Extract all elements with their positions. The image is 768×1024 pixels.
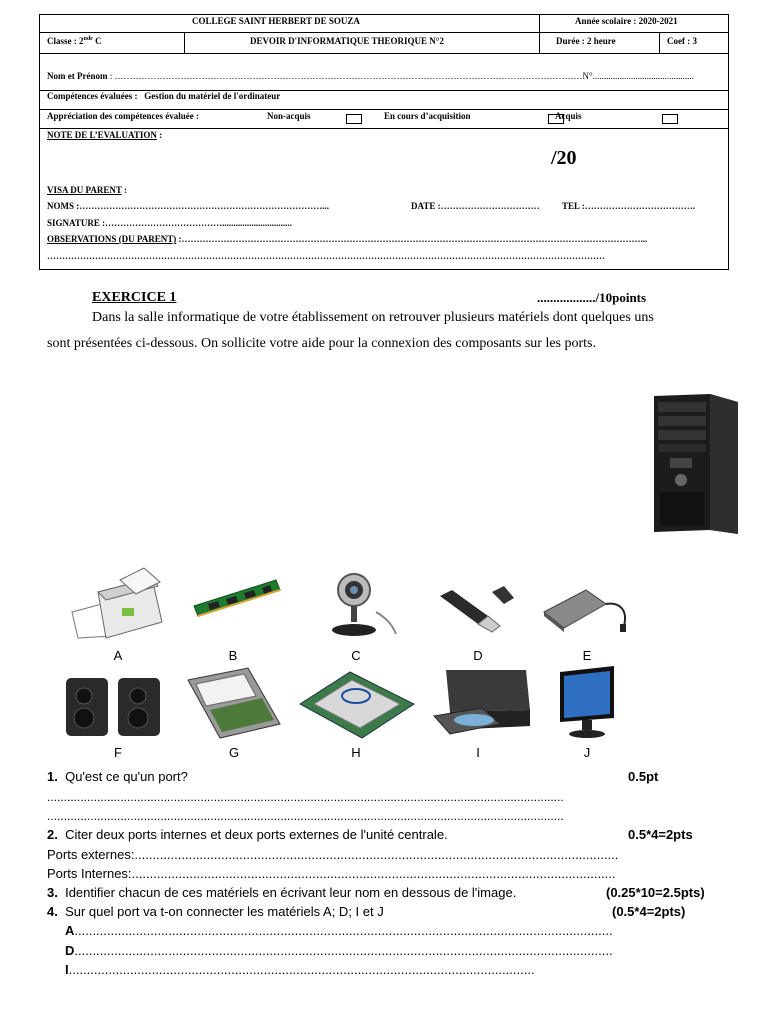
question-1-points: 0.5pt (628, 769, 659, 784)
header-box (39, 14, 729, 270)
image-label-i: I (476, 745, 480, 760)
duree: Durée : 2 heure (556, 36, 616, 46)
answer-i-field[interactable]: I................................................................................................................................. (65, 962, 535, 977)
acquis-label: Acquis (555, 111, 582, 121)
ports-externes-field[interactable]: Ports externes:...................................................................................................................................... (47, 847, 619, 862)
question-4-points: (0.5*4=2pts) (612, 904, 686, 919)
divider (184, 32, 185, 53)
signature-field[interactable]: SIGNATURE :…………………………………............................... (47, 218, 292, 228)
tower-pc-icon (650, 392, 742, 536)
visa-label: VISA DU PARENT : (47, 185, 127, 195)
processor-icon (296, 668, 418, 742)
non-acquis-checkbox[interactable] (346, 114, 362, 124)
ports-internes-field[interactable]: Ports Internes:...................................................................................................................................... (47, 866, 616, 881)
acquis-checkbox[interactable] (662, 114, 678, 124)
ram-icon (192, 574, 282, 622)
exercise-paragraph-line2: sont présentées ci-dessous. On sollicite votre aide pour la connexion des composants sur les ports. (47, 336, 596, 351)
image-label-a: A (113, 648, 123, 663)
school-year: Année scolaire : 2020-2021 (575, 16, 678, 26)
image-label-h: H (351, 745, 361, 760)
answer-d-field[interactable]: D..................................................................................................................................................... (65, 943, 613, 958)
tel-field[interactable]: TEL :………………………………. (562, 201, 696, 211)
question-4: 4. Sur quel port va t-on connecter les matériels A; D; I et J (47, 904, 384, 919)
dvd-drive-icon (430, 666, 534, 738)
answer-line[interactable]: ........................................................................................................................................................... (47, 809, 564, 823)
hard-disk-icon (184, 666, 284, 742)
question-3-points: (0.25*10=2.5pts) (606, 885, 705, 900)
exercise-points: ................../10points (537, 290, 647, 305)
devoir-title: DEVOIR D'INFORMATIQUE THEORIQUE N°2 (250, 36, 444, 46)
divider (659, 32, 660, 53)
image-label-g: G (228, 745, 240, 760)
monitor-icon (554, 664, 620, 740)
image-label-c: C (351, 648, 361, 663)
question-2: 2. Citer deux ports internes et deux ports externes de l'unité centrale. (47, 827, 448, 842)
divider (40, 128, 728, 129)
nom-prenom-field[interactable]: Nom et Prénom : …………………………………………………………………………………………………………………………………………N°............................................. (47, 71, 694, 81)
question-2-points: 0.5*4=2pts (628, 827, 693, 842)
question-1: 1. Qu'est ce qu'un port? (47, 769, 188, 784)
image-label-j: J (583, 745, 591, 760)
noms-field[interactable]: NOMS :………………………………………………………………………... (47, 201, 329, 211)
image-label-f: F (114, 745, 122, 760)
answer-line[interactable]: ........................................................................................................................................................... (47, 790, 564, 804)
school-name: COLLEGE SAINT HERBERT DE SOUZA (192, 16, 360, 26)
date-field[interactable]: DATE :…………………………… (411, 201, 540, 211)
webcam-icon (314, 568, 398, 640)
coef: Coef : 3 (667, 36, 697, 46)
note-value: /20 (551, 147, 577, 169)
speakers-icon (62, 672, 166, 742)
answer-a-field[interactable]: A..................................................................................................................................................... (65, 923, 613, 938)
exercise-paragraph-line1: Dans la salle informatique de votre établissement on retrouver plusieurs matériels dont quelques uns (92, 310, 654, 325)
external-drive-icon (540, 582, 636, 634)
exercise-title: EXERCICE 1 (92, 290, 177, 305)
divider (40, 109, 728, 110)
image-label-d: D (473, 648, 483, 663)
image-label-b: B (228, 648, 238, 663)
divider (40, 32, 728, 33)
divider (40, 53, 728, 54)
competences: Compétences évaluées : Gestion du matériel de l'ordinateur (47, 91, 281, 101)
class-label: Classe : 2nde C (47, 36, 102, 46)
printer-icon (62, 566, 166, 642)
appreciation-label: Appréciation des compétences évaluée : (47, 111, 199, 121)
image-label-e: E (582, 648, 592, 663)
non-acquis-label: Non-acquis (267, 111, 311, 121)
question-3: 3. Identifier chacun de ces matériels en écrivant leur nom en dessous de l'image. (47, 885, 517, 900)
note-label: NOTE DE L’EVALUATION : (47, 130, 163, 140)
en-cours-label: En cours d’acquisition (384, 111, 471, 121)
observations-line[interactable]: …………………………………………………………………………………………………………………………………………………………………… (47, 251, 605, 261)
divider (539, 15, 540, 53)
observations-field[interactable]: OBSERVATIONS (DU PARENT) :………………………………………………………………………………………………………………………………………... (47, 234, 648, 244)
usb-key-icon (434, 582, 520, 634)
